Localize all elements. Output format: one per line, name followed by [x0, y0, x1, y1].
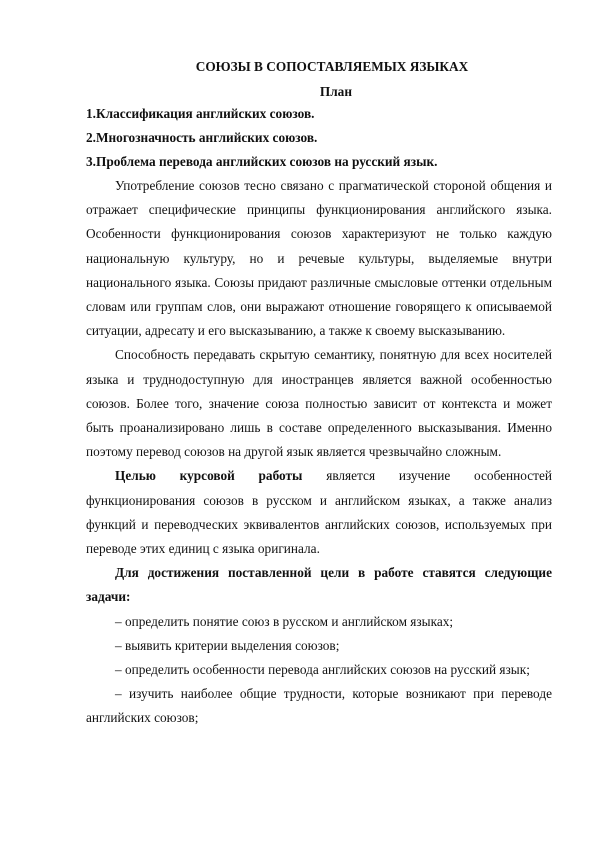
document-page	[86, 58, 552, 731]
plan-heading: План	[319, 84, 352, 99]
plan-item-3: 3.Проблема перевода английских союзов на русский язык.	[86, 154, 438, 169]
document-title: СОЮЗЫ В СОПОСТАВЛЯЕМЫХ ЯЗЫКАХ	[195, 59, 469, 74]
task-item-2: – выявить критерии выделения союзов;	[115, 637, 340, 653]
semantics-paragraph: Способность передавать скрытую семантику, понятную для всех носителей языка и труднодоступную для иностранцев является важной особенностью союзов. Более того, значение союза полностью зависит от контекста и может быть проанализировано лишь в составе определенного высказывания. Именно поэтому перевод союзов на другой язык является чрезвычайно сложным.	[86, 347, 552, 460]
intro-paragraph: Употребление союзов тесно связано с прагматической стороной общения и отражает специфические принципы функционирования английского языка. Особенности функционирования союзов характеризуют не только каждую национальную культуру, но и речевые культуры, выделяемые внутри национального языка. Союзы придают различные смысловые оттенки отдельным словам или группам слов, они выражают отношение говорящего к описываемой ситуации, адресату и его высказыванию, а также к своему высказыванию.	[86, 178, 552, 339]
task-item-4: – изучить наиболее общие трудности, которые возникают при переводе английских союзов;	[86, 686, 552, 726]
plan-item-1: 1.Классификация английских союзов.	[86, 106, 315, 121]
goal-paragraph	[86, 464, 552, 561]
plan-list	[86, 102, 552, 174]
goal-text: является изучение особенностей функционирования союзов в русском и английском языках, а также анализ функций и переводческих эквивалентов английских союзов, используемых при переводе этих единиц с языка оригинала.	[86, 468, 552, 557]
tasks-intro: Для достижения поставленной цели в работе ставятся следующие задачи:	[86, 565, 552, 605]
task-item-1: – определить понятие союз в русском и английском языках;	[115, 613, 454, 629]
goal-label: Целью курсовой работы	[115, 468, 303, 484]
plan-item-2: 2.Многозначность английских союзов.	[86, 130, 318, 145]
task-item-3: – определить особенности перевода английских союзов на русский язык;	[115, 662, 530, 678]
